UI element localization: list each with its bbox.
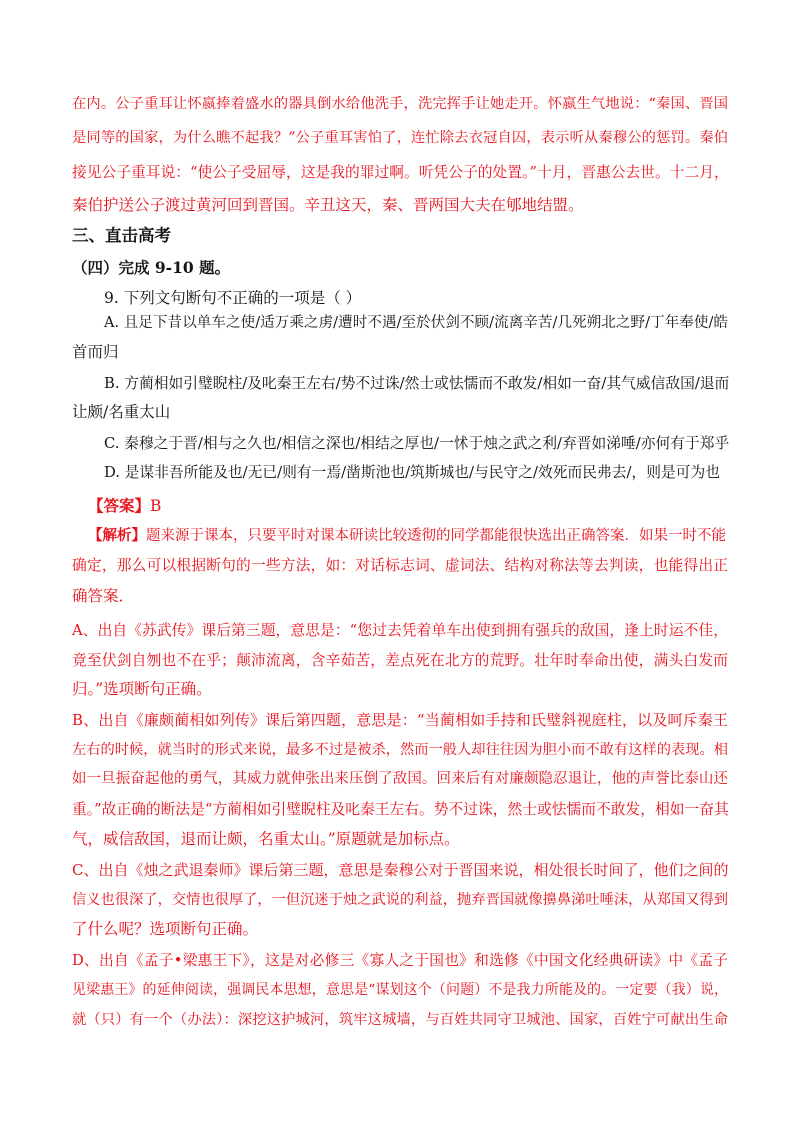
intro-line-4: 秦伯护送公子渡过黄河回到晋国。辛丑这天，秦、晋两国大夫在郇地结盟。: [72, 196, 584, 214]
analysis-b-line-3: 如一旦振奋起他的勇气，其威力就伸张出来压倒了敌国。回来后有对廉颇隐忍退让，他的声誉比泰山还: [72, 771, 728, 787]
option-c: C. 秦穆之于晋/相与之久也/相信之深也/相结之厚也/一怵于烛之武之利/弃晋如涕唾/亦何有于郑乎: [104, 435, 730, 452]
analysis-line-2: 确定，那么可以根据断句的一些方法，如：对话标志词、虚词法、结构对称法等去判读，也能得出正: [72, 557, 728, 574]
analysis-tag: 【解析】: [88, 527, 146, 544]
analysis-d-line-1: D、出自《孟子•梁惠王下》，这是对必修三《寡人之于国也》和选修《中国文化经典研读》中《孟子: [72, 952, 728, 969]
answer-value: B: [150, 497, 162, 515]
analysis-a-line-2: 竟至伏剑自刎也不在乎；颠沛流离，含辛茹苦，差点死在北方的荒野。壮年时奉命出使，满头白发而: [72, 652, 728, 669]
option-b-line-2: 让颇/名重太山: [72, 403, 171, 421]
intro-line-3: 接见公子重耳说：“使公子受屈辱，这是我的罪过啊。听凭公子的处置。”十月，晋惠公去世。十二月，: [72, 164, 729, 181]
analysis-a-line-3: 归。”选项断句正确。: [72, 680, 212, 698]
analysis-b-line-2: 左右的时候，就当时的形式来说，最多不过是被杀，然而一般人却往往因为胆小而不敢有这样的表现。相: [72, 742, 728, 758]
option-a-line-1: A. 且足下昔以单车之使/适万乘之虏/遭时不遇/至於伏剑不顾/流离辛苦/几死朔北之野/丁年奉使/皓: [104, 315, 728, 331]
analysis-first-line: [88, 528, 728, 545]
analysis-c-line-1: C、出自《烛之武退秦师》课后第三题，意思是秦穆公对于晋国来说，相处很长时间了，他们之间的: [72, 861, 729, 879]
option-a-line-2: 首而归: [72, 343, 119, 361]
section-title: 三、直击高考: [72, 226, 171, 245]
question-stem: 9. 下列文句断句不正确的一项是（ ）: [104, 289, 362, 307]
analysis-d-line-3: 就（只）有一个（办法）：深挖这护城河，筑牢这城墙，与百姓共同守卫城池、国家，百姓宁可献出生命: [72, 1012, 728, 1028]
analysis-c-line-2: 信义也很深了，交情也很厚了，一但沉迷于烛之武说的利益，抛弃晋国就像擤鼻涕吐唾沫，从郑国又得到: [72, 892, 728, 908]
analysis-b-line-4: 重。”故正确的断法是“方蔺相如引璧睨柱及叱秦王左右。势不过诛，然士或怯懦而不敢发，相如一奋其: [72, 801, 729, 818]
option-b-line-1: B. 方蔺相如引璧睨柱/及叱秦王左右/势不过诛/然士或怯懦而不敢发/相如一奋/其气威信敌国/退而: [104, 375, 730, 392]
analysis-d-line-2: 见梁惠王》的延伸阅读，强调民本思想，意思是“谋划这个（问题）不是我力所能及的。一定要（我）说，: [72, 982, 728, 998]
analysis-b-line-1: B、出自《廉颇蔺相如列传》课后第四题，意思是：“当蔺相如手持和氏璧斜视庭柱，以及呵斥秦王: [72, 711, 728, 729]
answer-line: [88, 498, 744, 515]
intro-line-1: 在内。公子重耳让怀嬴捧着盛水的器具倒水给他洗手，洗完挥手让她走开。怀嬴生气地说：“秦国、晋国: [72, 96, 728, 112]
analysis-b-line-5: 气，威信敌国，退而让颇，名重太山。”原题就是加标点。: [72, 830, 460, 848]
analysis-c-line-3: 了什么呢？选项断句正确。: [72, 920, 259, 938]
answer-tag: 【答案】: [88, 496, 151, 515]
analysis-line-3: 确答案．: [72, 587, 135, 605]
subsection-title: （四）完成 9-10 题。: [72, 258, 231, 277]
analysis-a-line-1: A、出自《苏武传》课后第三题，意思是：“您过去凭着单车出使到拥有强兵的敌国，逢上时运不佳，: [72, 622, 728, 639]
analysis-first-text: 题来源于课本，只要平时对课本研读比较透彻的同学都能很快选出正确答案．如果一时不能: [146, 528, 726, 544]
intro-line-2: 是同等的国家，为什么瞧不起我？”公子重耳害怕了，连忙除去衣冠自囚，表示听从秦穆公的惩罚。秦伯: [72, 130, 728, 146]
option-d: D. 是谋非吾所能及也/无已/则有一焉/凿斯池也/筑斯城也/与民守之/效死而民弗去/，则是可为也: [104, 464, 720, 481]
